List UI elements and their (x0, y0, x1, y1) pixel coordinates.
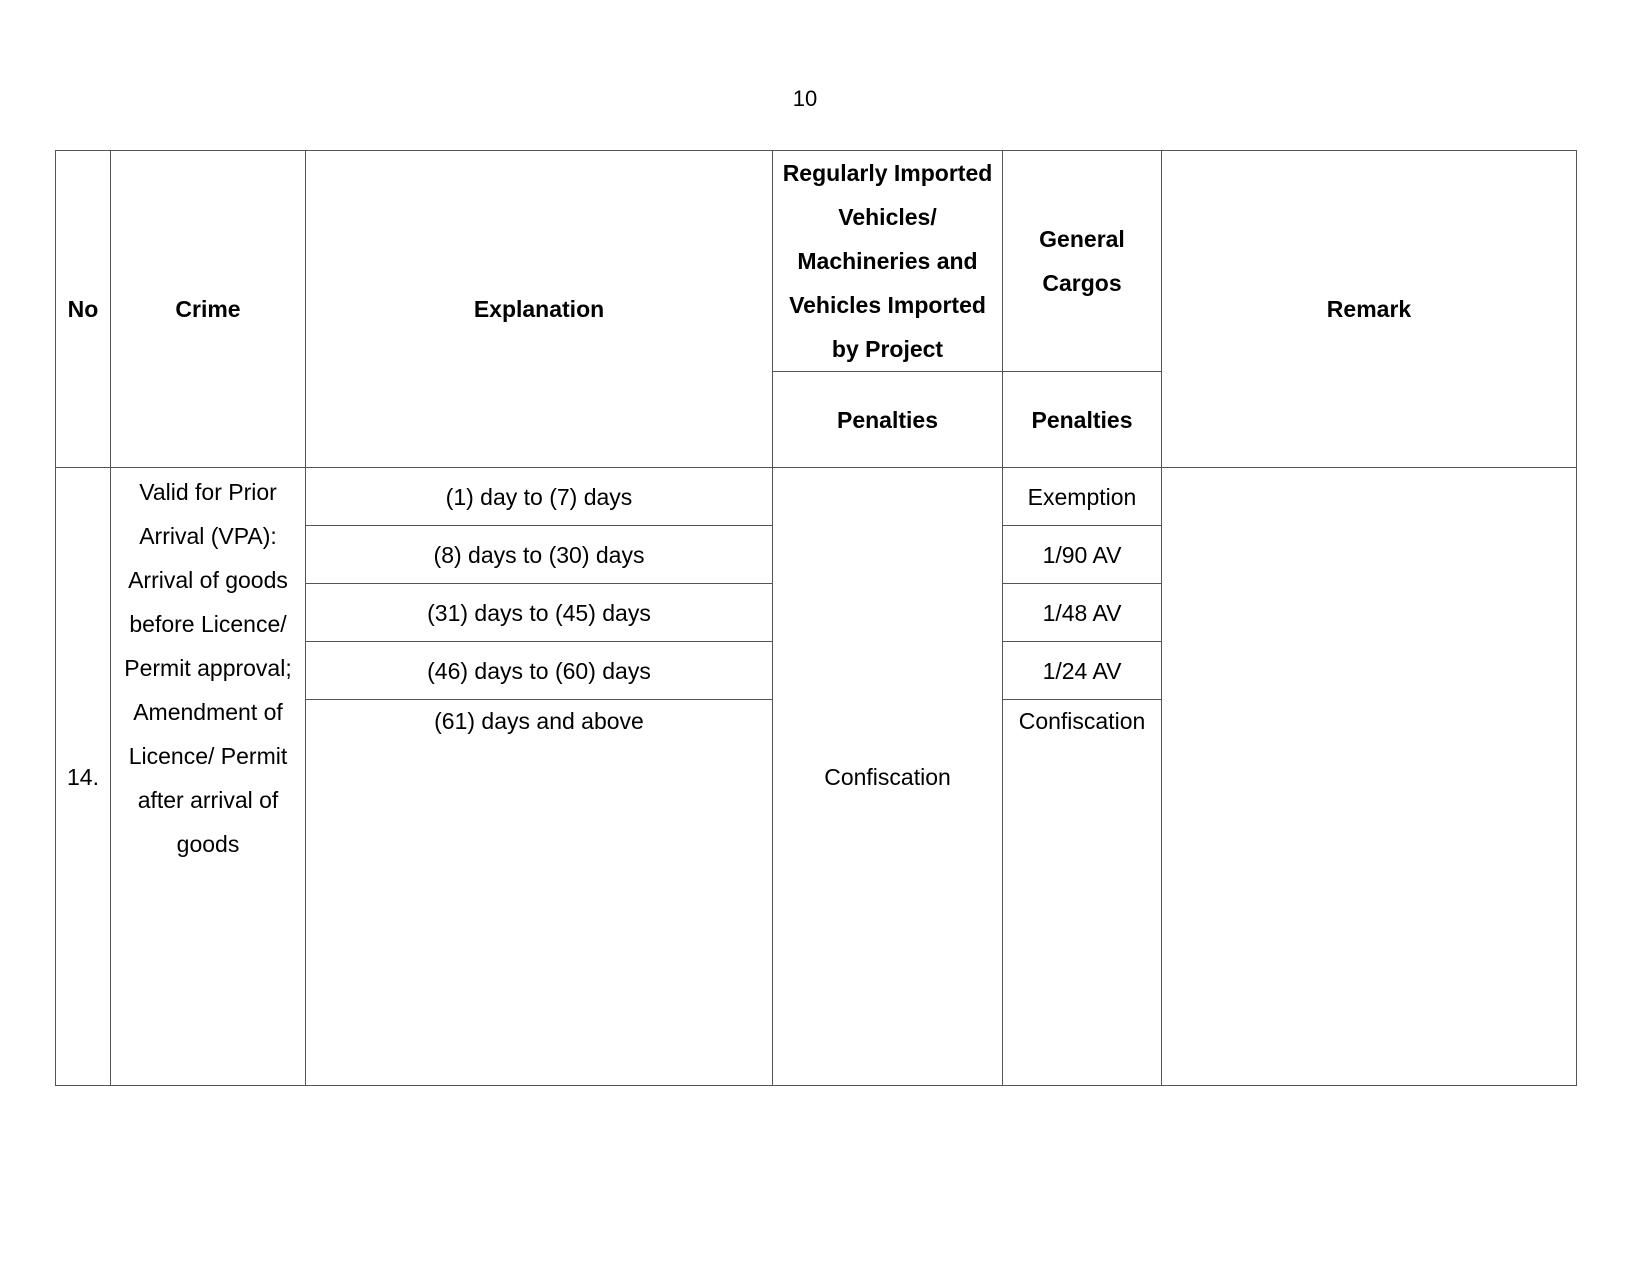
explanation-cell: (31) days to (45) days (306, 584, 773, 642)
general-penalty-cell: Exemption (1003, 468, 1162, 526)
page-number: 10 (792, 86, 818, 111)
entry-crime (111, 468, 306, 1086)
regular-penalty: Confiscation (773, 468, 1003, 1086)
header-general-cargos: General Cargos (1003, 151, 1162, 372)
general-penalty-cell: Confiscation (1003, 700, 1162, 1086)
entry-crime-text: Valid for Prior Arrival (VPA): Arrival of goods before Licence/ Permit approval; Amendment of Licence/ Permit after arrival of goods (124, 479, 292, 857)
header-crime: Crime (111, 151, 306, 468)
general-penalty-cell: 1/90 AV (1003, 526, 1162, 584)
header-remark: Remark (1162, 151, 1577, 468)
table-row (56, 468, 1577, 526)
header-penalties-regular: Penalties (773, 372, 1003, 468)
explanation-cell: (46) days to (60) days (306, 642, 773, 700)
header-no: No (56, 151, 111, 468)
header-regular-imports: Regularly Imported Vehicles/ Machineries and Vehicles Imported by Project (773, 151, 1003, 372)
header-penalties-general: Penalties (1003, 372, 1162, 468)
explanation-cell: (1) day to (7) days (306, 468, 773, 526)
header-row (56, 151, 1577, 372)
entry-number: 14. (56, 468, 111, 1086)
penalty-table (55, 150, 1577, 1086)
entry-remark (1162, 468, 1577, 1086)
general-penalty-cell: 1/24 AV (1003, 642, 1162, 700)
explanation-cell: (8) days to (30) days (306, 526, 773, 584)
explanation-cell: (61) days and above (306, 700, 773, 1086)
general-penalty-cell: 1/48 AV (1003, 584, 1162, 642)
header-explanation: Explanation (306, 151, 773, 468)
